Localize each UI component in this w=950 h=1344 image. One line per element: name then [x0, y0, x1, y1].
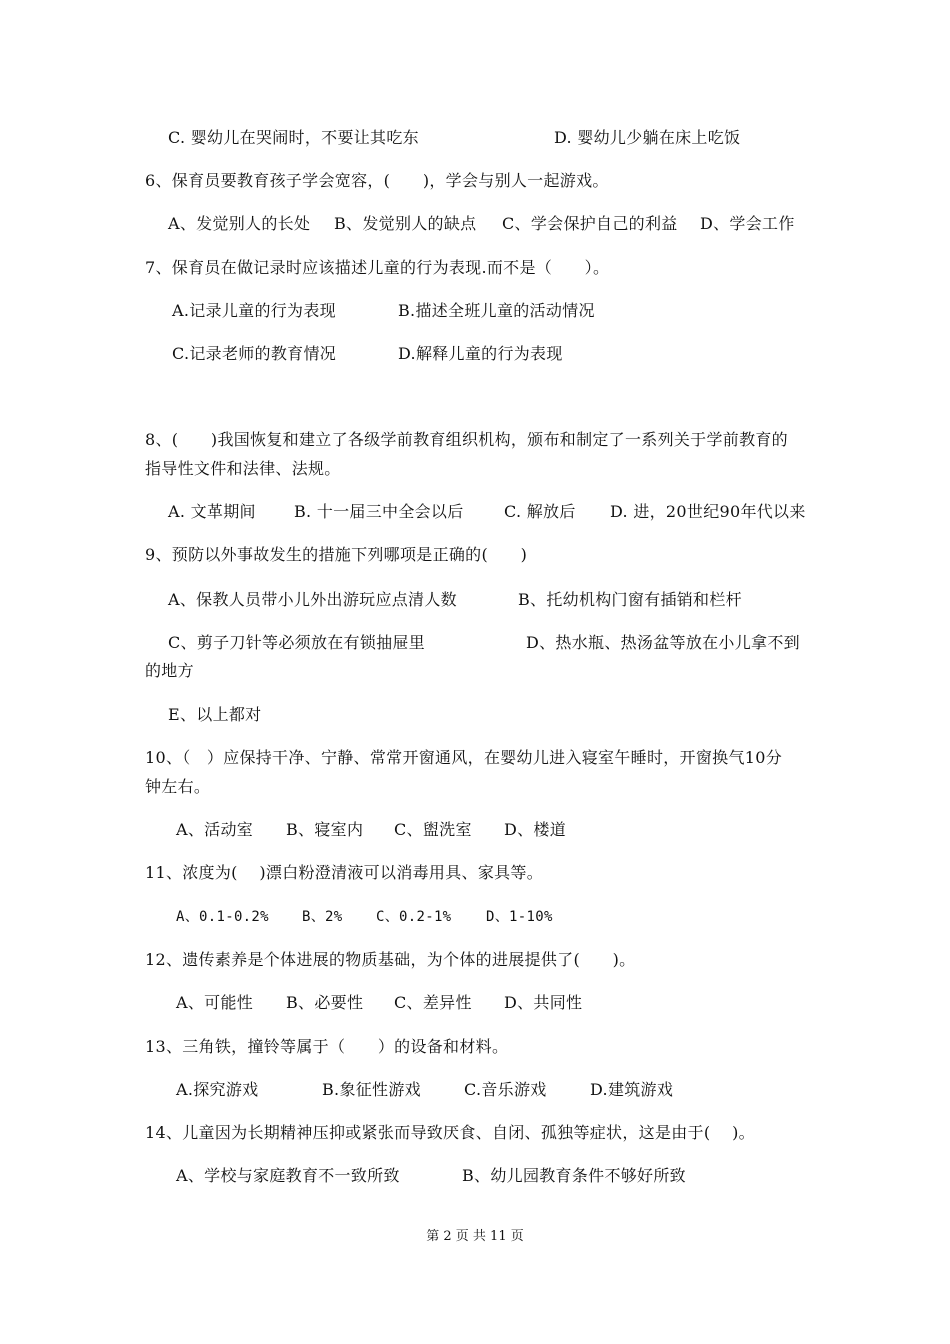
- q13-option-a: A.探究游戏: [176, 1080, 259, 1099]
- q6-option-c: C、学会保护自己的利益: [502, 214, 678, 233]
- q9-option-c: C、剪子刀针等必须放在有锁抽屉里: [168, 633, 426, 652]
- q13-option-c: C.音乐游戏: [464, 1080, 547, 1099]
- q13-option-b: B.象征性游戏: [322, 1080, 421, 1099]
- q6-option-a: A、发觉别人的长处: [168, 214, 311, 233]
- q9-option-e: E、以上都对: [168, 705, 262, 724]
- q9-text: 9、预防以外事故发生的措施下列哪项是正确的( ): [145, 545, 528, 564]
- q8-option-a: A. 文革期间: [168, 502, 256, 521]
- q10-text-line2: 钟左右。: [145, 777, 211, 796]
- q8-option-d: D. 进，20世纪90年代以来: [610, 502, 806, 521]
- q12-text: 12、遗传素养是个体进展的物质基础，为个体的进展提供了( )。: [145, 950, 636, 969]
- q9-option-a: A、保教人员带小儿外出游玩应点清人数: [168, 590, 457, 609]
- q10-option-b: B、寝室内: [286, 820, 364, 839]
- q12-option-a: A、可能性: [176, 993, 254, 1012]
- q14-option-b: B、幼儿园教育条件不够好所致: [462, 1166, 686, 1185]
- q12-option-d: D、共同性: [504, 993, 583, 1012]
- q6-option-b: B、发觉别人的缺点: [334, 214, 477, 233]
- q8-option-c: C. 解放后: [504, 502, 576, 521]
- q13-option-d: D.建筑游戏: [590, 1080, 674, 1099]
- q9-option-b: B、托幼机构门窗有插销和栏杆: [518, 590, 742, 609]
- q11-option-a: A、0.1-0.2%: [176, 909, 269, 925]
- q8-option-b: B. 十一届三中全会以后: [294, 502, 464, 521]
- q10-option-a: A、活动室: [176, 820, 254, 839]
- q14-text: 14、儿童因为长期精神压抑或紧张而导致厌食、自闭、孤独等症状，这是由于( )。: [145, 1123, 755, 1142]
- page-footer: 第 2 页 共 11 页: [426, 1229, 524, 1244]
- q7-option-a: A.记录儿童的行为表现: [172, 301, 336, 320]
- q11-option-b: B、2%: [302, 909, 343, 925]
- q6-option-d: D、学会工作: [700, 214, 795, 233]
- q7-text: 7、保育员在做记录时应该描述儿童的行为表现.而不是（ ）。: [145, 258, 610, 277]
- q10-text-line1: 10、（ ）应保持干净、宁静、常常开窗通风，在婴幼儿进入寝室午睡时，开窗换气10分: [145, 748, 783, 767]
- q12-option-b: B、必要性: [286, 993, 364, 1012]
- q5-option-c: C. 婴幼儿在哭闹时，不要让其吃东: [168, 128, 419, 147]
- q13-text: 13、三角铁，撞铃等属于（ ）的设备和材料。: [145, 1037, 509, 1056]
- q10-option-d: D、楼道: [504, 820, 567, 839]
- q9-option-d-wrap: 的地方: [145, 661, 194, 680]
- q8-text-line2: 指导性文件和法律、法规。: [145, 459, 341, 478]
- q11-option-c: C、0.2-1%: [376, 909, 452, 925]
- q5-option-d: D. 婴幼儿少躺在床上吃饭: [554, 128, 741, 147]
- q9-option-d: D、热水瓶、热汤盆等放在小儿拿不到: [526, 633, 800, 652]
- q7-option-d: D.解释儿童的行为表现: [398, 344, 563, 363]
- q7-option-b: B.描述全班儿童的活动情况: [398, 301, 595, 320]
- q12-option-c: C、差异性: [394, 993, 472, 1012]
- q7-option-c: C.记录老师的教育情况: [172, 344, 337, 363]
- q6-text: 6、保育员要教育孩子学会宽容，( )，学会与别人一起游戏。: [145, 171, 609, 190]
- q11-option-d: D、1-10%: [486, 909, 553, 925]
- q11-text: 11、浓度为( )漂白粉澄清液可以消毒用具、家具等。: [145, 863, 544, 882]
- q10-option-c: C、盥洗室: [394, 820, 472, 839]
- q14-option-a: A、学校与家庭教育不一致所致: [176, 1166, 400, 1185]
- q8-text-line1: 8、( )我国恢复和建立了各级学前教育组织机构，颁布和制定了一系列关于学前教育的: [145, 430, 788, 449]
